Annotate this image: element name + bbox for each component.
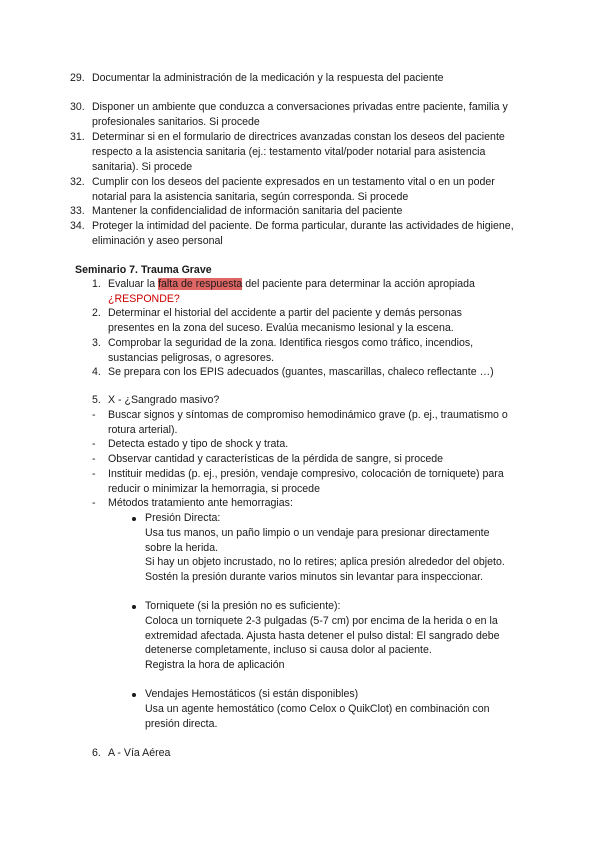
dash-marker: - bbox=[92, 453, 96, 465]
bullet-text: Si hay un objeto incrustado, no lo retires; aplica presión alrededor del objeto. bbox=[145, 556, 505, 568]
text-after-highlight: del paciente para determinar la acción apropiada bbox=[242, 278, 475, 290]
list-text: Determinar si en el formulario de directrices avanzadas constan los deseos del paciente bbox=[92, 131, 505, 143]
text-before-highlight: Evaluar la bbox=[108, 278, 159, 290]
list-text: Instituir medidas (p. ej., presión, vendaje compresivo, colocación de torniquete) para bbox=[108, 468, 504, 480]
bullet-title: Presión Directa: bbox=[145, 512, 221, 524]
list-text: Disponer un ambiente que conduzca a conversaciones privadas entre paciente, familia y bbox=[92, 101, 508, 113]
highlighted-text: falta de respuesta bbox=[158, 278, 243, 290]
list-text: sustancias peligrosas, o agresores. bbox=[108, 352, 275, 364]
list-number: 29. bbox=[70, 72, 85, 84]
list-text: Determinar el historial del accidente a partir del paciente y demás personas bbox=[108, 307, 462, 319]
list-number: 1. bbox=[92, 278, 101, 290]
list-text: Observar cantidad y características de la pérdida de sangre, si procede bbox=[108, 453, 444, 465]
bullet-text: detenerse completamente, incluso si causa dolor al paciente. bbox=[145, 644, 432, 656]
list-text: presentes en la zona del suceso. Evalúa mecanismo lesional y la escena. bbox=[108, 322, 454, 334]
list-text: X - ¿Sangrado masivo? bbox=[108, 394, 220, 406]
bullet-title: Torniquete (si la presión no es suficiente): bbox=[145, 600, 341, 612]
list-number: 31. bbox=[70, 131, 85, 143]
list-text: Detecta estado y tipo de shock y trata. bbox=[108, 438, 289, 450]
bullet-text: Usa un agente hemostático (como Celox o QuikClot) en combinación con bbox=[145, 703, 490, 715]
dash-marker: - bbox=[92, 468, 96, 480]
list-text: Proteger la intimidad del paciente. De forma particular, durante las actividades de higiene, bbox=[92, 220, 514, 232]
annotation-note: ¿RESPONDE? bbox=[108, 293, 180, 305]
section-heading: Seminario 7. Trauma Grave bbox=[75, 264, 212, 276]
list-number: 34. bbox=[70, 220, 85, 232]
list-text: A - Vía Aérea bbox=[108, 747, 171, 759]
list-number: 4. bbox=[92, 366, 101, 378]
list-text: sanitaria). Si procede bbox=[92, 161, 193, 173]
list-text: Comprobar la seguridad de la zona. Identifica riesgos como tráfico, incendios, bbox=[108, 337, 474, 349]
bullet-title: Vendajes Hemostáticos (si están disponibles) bbox=[145, 688, 359, 700]
dash-marker: - bbox=[92, 438, 96, 450]
bullet-text: Sostén la presión durante varios minutos sin levantar para inspeccionar. bbox=[145, 571, 484, 583]
bullet-dot-icon bbox=[132, 693, 136, 697]
bullet-text: sobre la herida. bbox=[145, 542, 219, 554]
dash-marker: - bbox=[92, 409, 96, 421]
list-number: 3. bbox=[92, 337, 101, 349]
dash-marker: - bbox=[92, 497, 96, 509]
list-text: profesionales sanitarios. Si procede bbox=[92, 116, 260, 128]
bullet-text: presión directa. bbox=[145, 718, 218, 730]
list-text bbox=[108, 278, 475, 291]
bullet-dot-icon bbox=[132, 605, 136, 609]
list-number: 5. bbox=[92, 394, 101, 406]
list-text: Buscar signos y síntomas de compromiso hemodinámico grave (p. ej., traumatismo o bbox=[108, 409, 508, 421]
bullet-text: extremidad afectada. Ajusta hasta detener el pulso distal: El sangrado debe bbox=[145, 630, 500, 642]
list-text: eliminación y aseo personal bbox=[92, 235, 223, 247]
list-text: Mantener la confidencialidad de información sanitaria del paciente bbox=[92, 205, 403, 217]
bullet-text: Coloca un torniquete 2-3 pulgadas (5-7 cm) por encima de la herida o en la bbox=[145, 615, 498, 627]
list-number: 32. bbox=[70, 176, 85, 188]
list-number: 6. bbox=[92, 747, 101, 759]
list-text: Métodos tratamiento ante hemorragias: bbox=[108, 497, 293, 509]
bullet-text: Usa tus manos, un paño limpio o un vendaje para presionar directamente bbox=[145, 527, 490, 539]
list-number: 33. bbox=[70, 205, 85, 217]
bullet-dot-icon bbox=[132, 517, 136, 521]
bullet-text: Registra la hora de aplicación bbox=[145, 659, 285, 671]
list-text: respecto a la asistencia sanitaria (ej.: testamento vital/poder notarial para asistencia bbox=[92, 146, 486, 158]
list-text: Documentar la administración de la medicación y la respuesta del paciente bbox=[92, 72, 444, 84]
list-text: rotura arterial). bbox=[108, 424, 178, 436]
list-number: 2. bbox=[92, 307, 101, 319]
list-text: Se prepara con los EPIS adecuados (guantes, mascarillas, chaleco reflectante …) bbox=[108, 366, 494, 378]
list-text: reducir o minimizar la hemorragia, si procede bbox=[108, 483, 320, 495]
list-text: Cumplir con los deseos del paciente expresados en un testamento vital o en un poder bbox=[92, 176, 495, 188]
list-text: notarial para la asistencia sanitaria, según corresponda. Si procede bbox=[92, 191, 409, 203]
list-number: 30. bbox=[70, 101, 85, 113]
